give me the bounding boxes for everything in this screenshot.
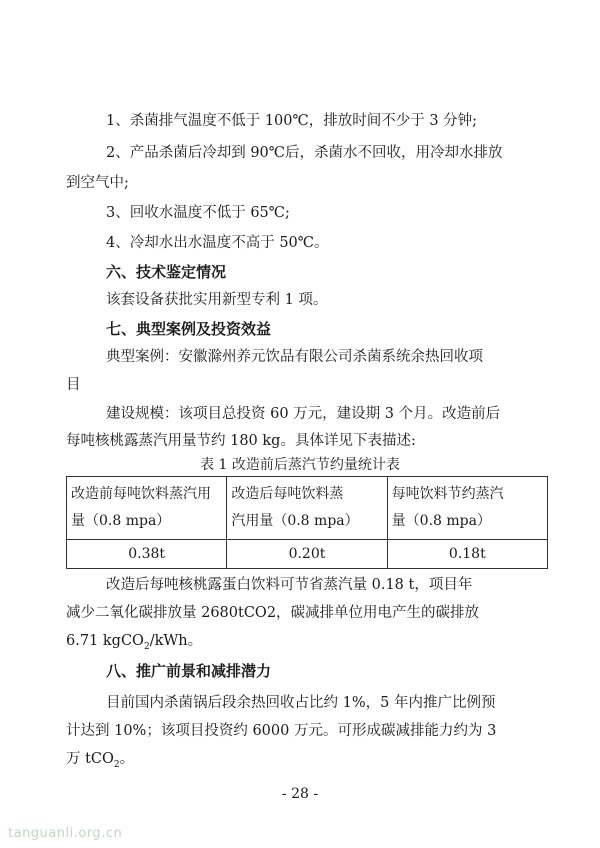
header-after-line1: 改造后每吨饮料蒸 (231, 486, 344, 502)
condition-1: 1、杀菌排气温度不低于 100℃，排放时间不少于 3 分钟; (106, 113, 478, 129)
case-line-2: 目 (66, 377, 81, 393)
summary-unit-pre: 6.71 kgCO (66, 633, 144, 649)
summary-unit-post: /kWh。 (149, 633, 203, 649)
steam-table (66, 476, 548, 569)
scale-line-2: 每吨核桃露蒸汽用量节约 180 kg。具体详见下表描述: (66, 433, 416, 449)
page-number: - 28 - (281, 786, 319, 802)
outlook-unit-post: 。 (119, 751, 135, 767)
header-before (67, 477, 227, 540)
outlook-unit-sub: 2 (113, 759, 120, 770)
case-line-1: 典型案例：安徽滁州养元饮品有限公司杀菌系统余热回收项 (106, 349, 483, 365)
section6-heading: 六、技术鉴定情况 (106, 263, 227, 281)
outlook-line-3 (66, 752, 134, 770)
summary-line-1: 改造后每吨核桃露蛋白饮料可节省蒸汽量 0.18 t，项目年 (106, 577, 473, 593)
condition-4: 4、冷却水出水温度不高于 50℃。 (106, 235, 329, 251)
outlook-line-1: 目前国内杀菌锅后段余热回收占比约 1%，5 年内推广比例预 (106, 695, 496, 711)
table-row (67, 540, 548, 569)
summary-line-3 (66, 634, 202, 652)
table-caption: 表 1 改造前后蒸汽节约量统计表 (200, 457, 400, 473)
watermark: tanguanli.org.cn (8, 826, 123, 841)
header-saving-line1: 每吨饮料节约蒸汽 (391, 486, 504, 502)
value-saving: 0.18t (387, 540, 547, 569)
section7-heading: 七、典型案例及投资效益 (106, 320, 272, 338)
outlook-line-2: 计达到 10%；该项目投资约 6000 万元。可形成碳减排能力约为 3 (66, 723, 497, 739)
value-after: 0.20t (227, 540, 387, 569)
condition-3: 3、回收水温度不低于 65℃; (106, 205, 290, 221)
outlook-unit-pre: 万 tCO (66, 751, 114, 767)
summary-unit-sub: 2 (143, 641, 150, 652)
section6-body: 该套设备获批实用新型专利 1 项。 (106, 292, 328, 308)
section8-heading: 八、推广前景和减排潜力 (106, 662, 272, 680)
scale-line-1: 建设规模：该项目总投资 60 万元，建设期 3 个月。改造前后 (106, 406, 501, 422)
header-after (227, 477, 387, 540)
header-before-line2: 量（0.8 mpa） (71, 513, 171, 529)
condition-2-cont: 到空气中; (66, 175, 129, 191)
summary-line-2: 减少二氧化碳排放量 2680tCO2，碳减排单位用电产生的碳排放 (66, 605, 480, 621)
condition-2: 2、产品杀菌后冷却到 90℃后，杀菌水不回收，用冷却水排放 (106, 145, 503, 161)
table-header-row (67, 477, 548, 540)
value-before: 0.38t (67, 540, 227, 569)
header-after-line2: 汽用量（0.8 mpa） (231, 513, 359, 529)
header-saving (387, 477, 547, 540)
header-before-line1: 改造前每吨饮料蒸汽用 (71, 486, 211, 502)
header-saving-line2: 量（0.8 mpa） (391, 513, 491, 529)
